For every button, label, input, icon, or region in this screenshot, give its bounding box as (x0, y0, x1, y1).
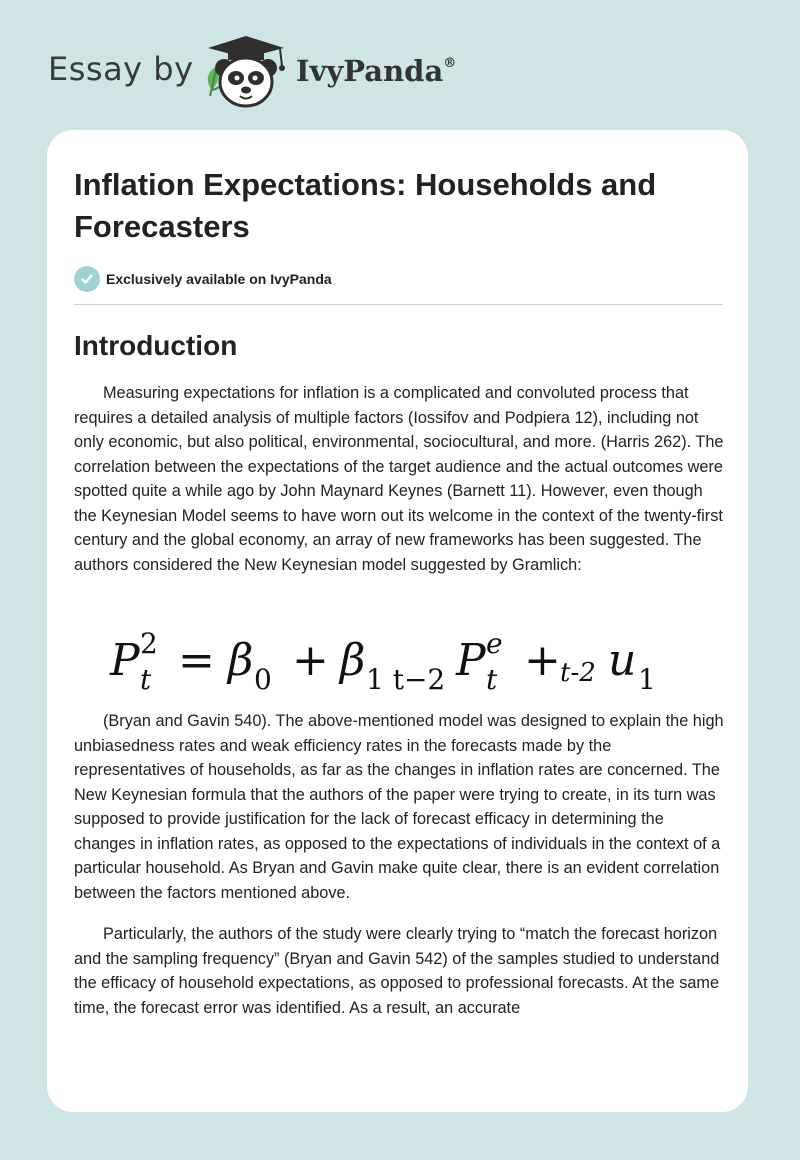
formula-lhs-sub: t (140, 663, 152, 696)
formula-u-symbol: u (608, 635, 637, 686)
formula-p-symbol: P (456, 635, 486, 686)
panda-logo-icon[interactable] (198, 30, 294, 110)
formula-p-sub: t (486, 663, 498, 696)
formula (74, 619, 724, 699)
badge-text: Exclusively available on IvyPanda (106, 271, 332, 287)
formula-beta1: β (340, 635, 366, 686)
section-heading: Introduction (74, 330, 238, 361)
formula-lhs-sup: 2 (140, 627, 158, 660)
registered-mark: ® (443, 56, 457, 71)
formula-plus-2: + (524, 635, 561, 686)
exclusive-badge (74, 266, 724, 292)
paragraph-2: (Bryan and Gavin 540). The above-mentioned model was designed to explain the high unbiasedness rates and weak efficiency rates in the forecasts made by the representatives of households, as far as the changes in inflation rates are concerned. The New Keynesian formula that the authors of the paper were trying to create, in its turn was supposed to provide justification for the lack of forecast efficacy in determining the changes in inflation rates, as opposed to the expectations of individuals in the context of a particular household. As Bryan and Gavin make quite clear, there is an evident correlation between the factors mentioned above. (74, 712, 724, 902)
essay-by-label: Essay by (48, 50, 194, 88)
formula-beta1-sub: 1 t−2 (366, 663, 446, 696)
paragraph-3: Particularly, the authors of the study were clearly trying to “match the forecast horizon and the sampling frequency” (Bryan and Gavin 542) of the samples studied to understand the efficacy of household expectations, as opposed to professional forecasts. At the same time, the forecast error was identified. As a result, an accurate (74, 925, 720, 1017)
formula-p-sup: e (486, 627, 503, 660)
formula-beta0-sub: 0 (254, 663, 272, 696)
formula-plus-1: + (292, 635, 329, 686)
formula-u-prefix: t-2 (560, 658, 596, 688)
formula-u-sub: 1 (638, 663, 656, 696)
formula-beta0: β (228, 635, 254, 686)
article-card (47, 130, 748, 1112)
article-title: Inflation Expectations: Households and Forecasters (74, 167, 657, 244)
divider (74, 304, 723, 305)
paragraph-1: Measuring expectations for inflation is a complicated and convoluted process that requires a detailed analysis of multiple factors (Iossifov and Podpiera 12), including not only economic, but also political, environmental, sociocultural, and more. (Harris 262). The correlation between the expectations of the target audience and the actual outcomes were spotted quite a while ago by John Maynard Keynes (Barnett 11). However, even though the Keynesian Model seems to have worn out its welcome in the context of the twenty-first century and the global economy, an array of new frameworks has been suggested. The authors considered the New Keynesian model suggested by Gramlich: (74, 384, 724, 574)
formula-lhs-symbol: P (110, 635, 140, 686)
check-icon (74, 266, 100, 292)
brand-name[interactable]: IvyPanda® (296, 54, 457, 88)
site-header (0, 0, 800, 130)
formula-equals: = (178, 635, 215, 686)
